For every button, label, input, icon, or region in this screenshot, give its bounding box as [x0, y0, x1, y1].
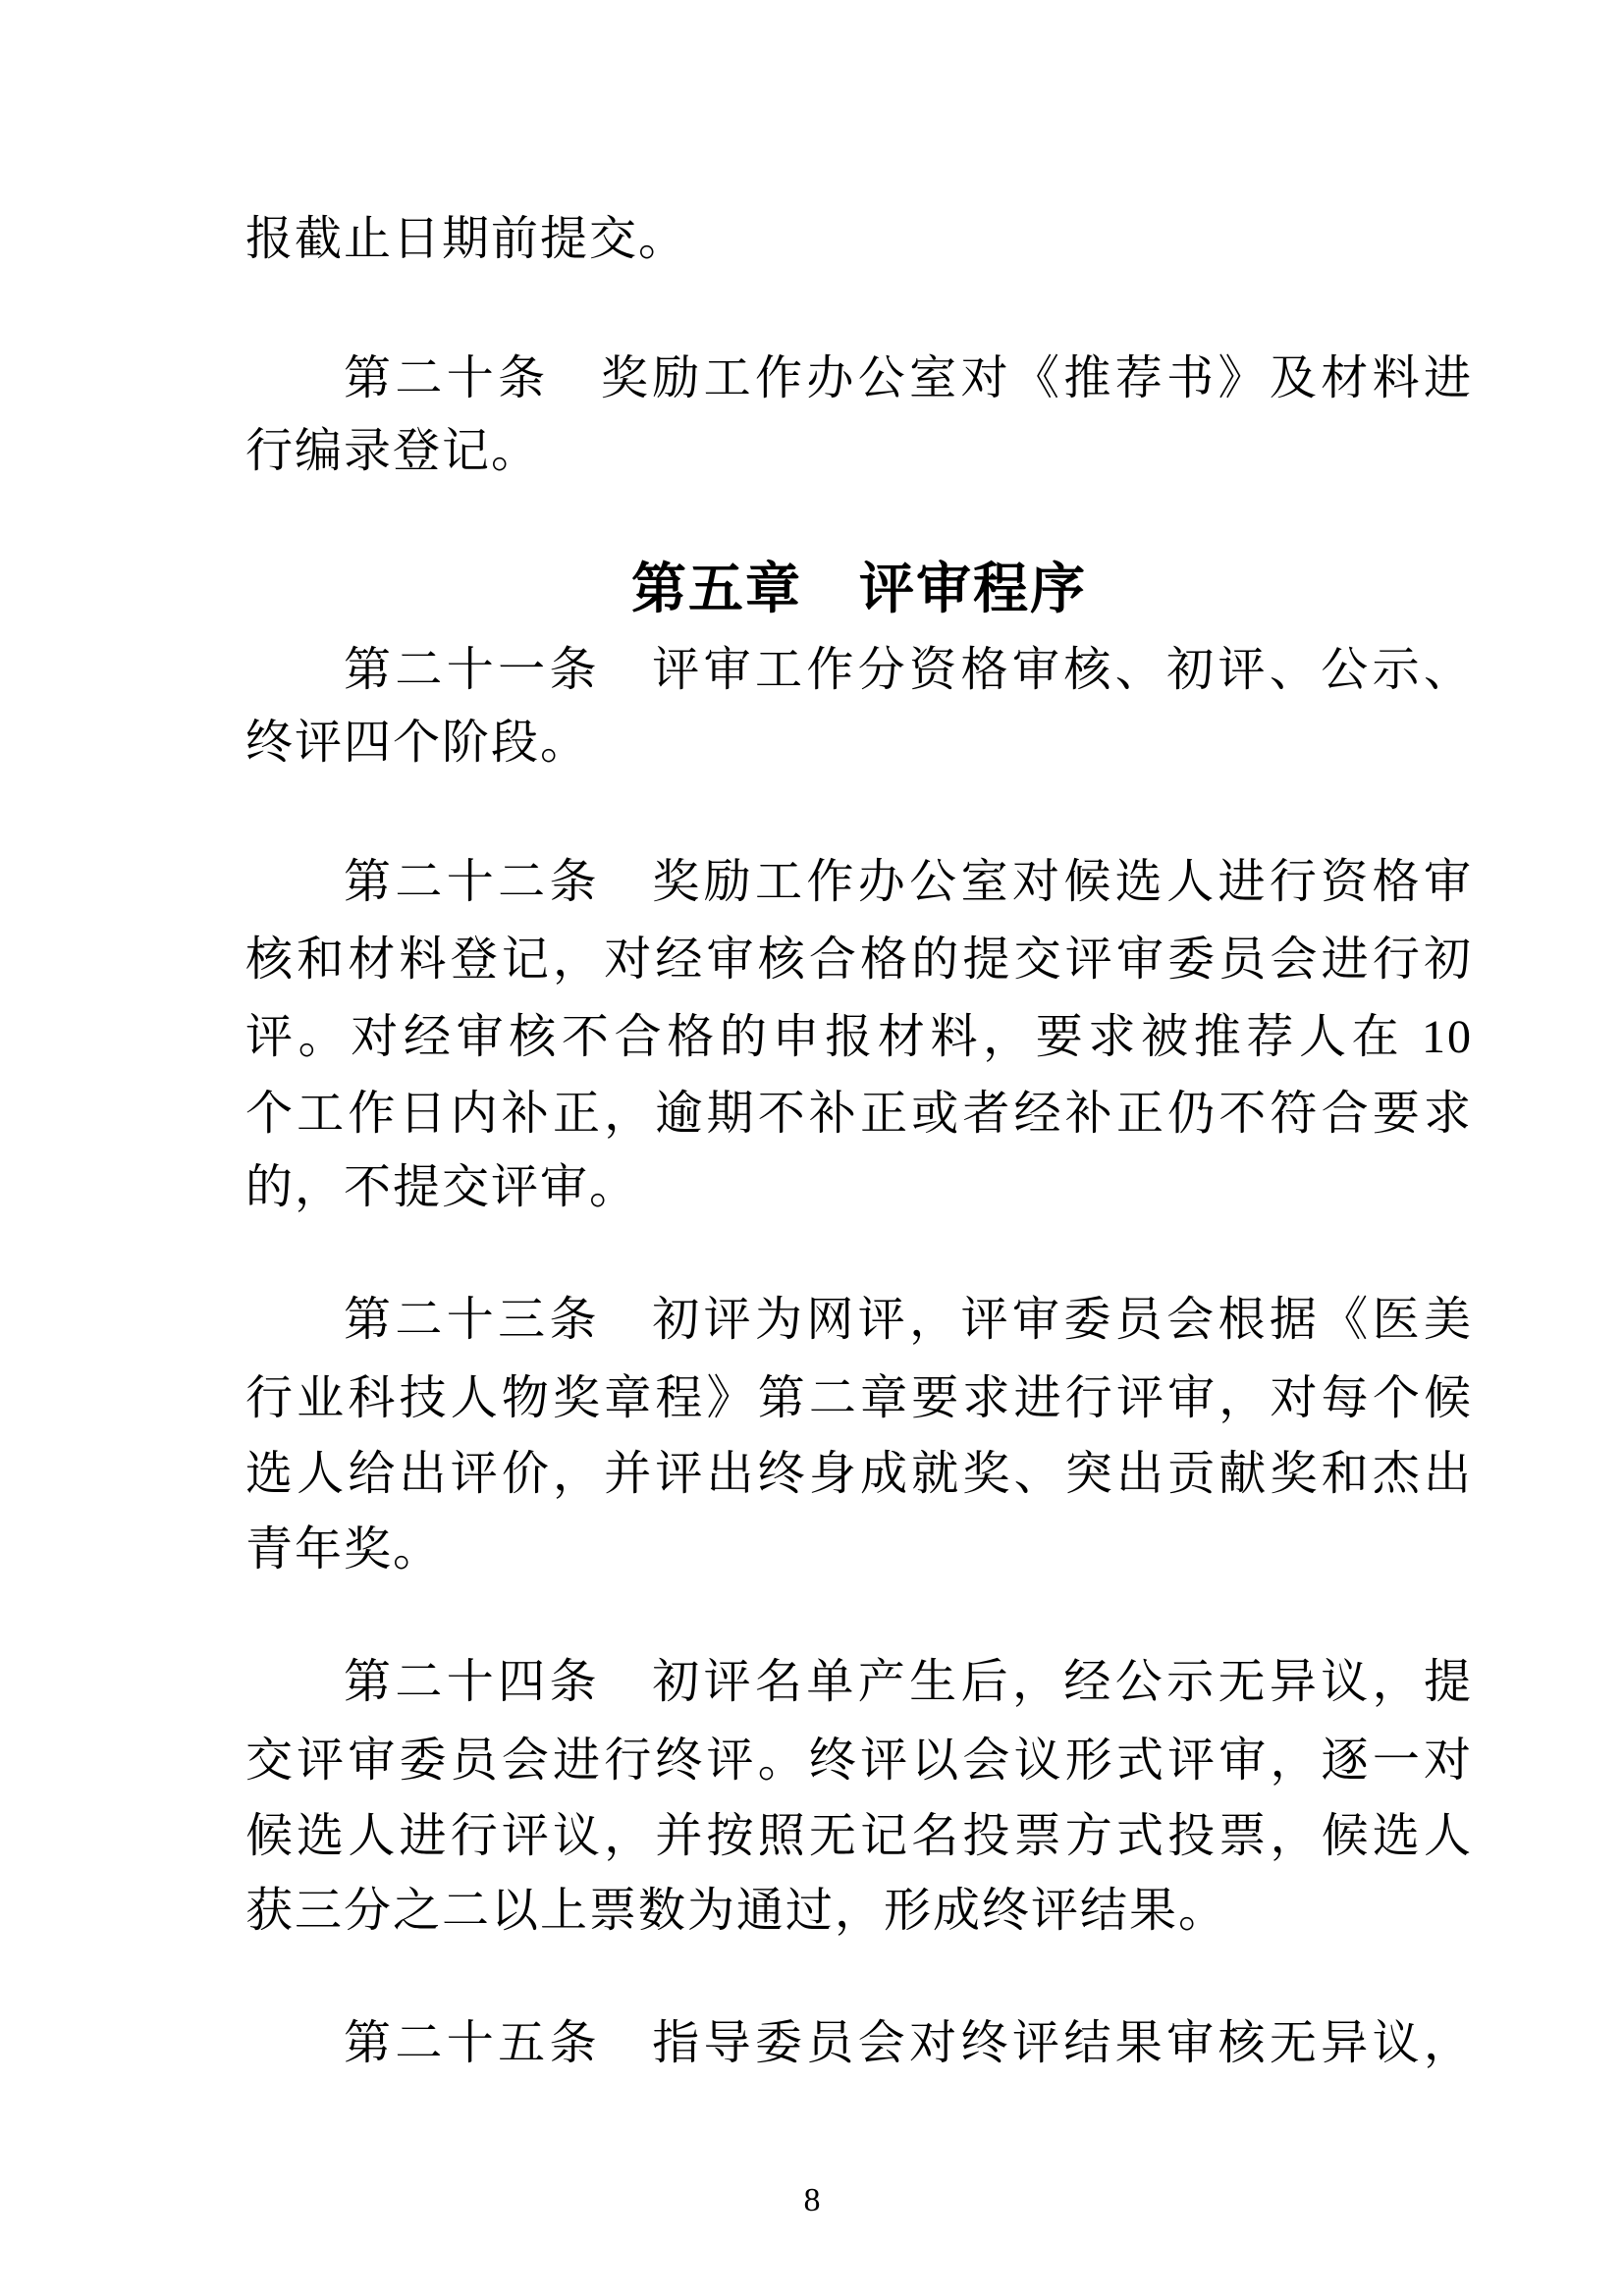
text-line-article22-1: 第二十二条 奖励工作办公室对候选人进行资格审	[344, 856, 1473, 908]
chapter-5-heading: 第五章 评审程序	[631, 560, 1087, 620]
text-line-article24-2: 交评审委员会进行终评。终评以会议形式评审，逐一对	[245, 1735, 1473, 1787]
text-line-article21-1: 第二十一条 评审工作分资格审核、初评、公示、	[344, 644, 1473, 696]
text-line-article22-2: 核和材料登记，对经审核合格的提交评审委员会进行初	[245, 934, 1473, 986]
text-line-prev-paragraph-end: 报截止日期前提交。	[245, 213, 688, 265]
text-line-article24-1: 第二十四条 初评名单产生后，经公示无异议，提	[344, 1656, 1473, 1708]
text-line-article23-4: 青年奖。	[245, 1523, 443, 1575]
text-line-article24-4: 获三分之二以上票数为通过，形成终评结果。	[245, 1885, 1228, 1937]
text-line-article23-2: 行业科技人物奖章程》第二章要求进行评审，对每个候	[245, 1372, 1473, 1424]
text-line-article22-4: 个工作日内补正，逾期不补正或者经补正仍不符合要求	[245, 1088, 1473, 1140]
text-line-article22-5: 的，不提交评审。	[245, 1161, 639, 1213]
text-line-article24-3: 候选人进行评议，并按照无记名投票方式投票，候选人	[245, 1810, 1473, 1862]
text-line-article21-2: 终评四个阶段。	[245, 717, 590, 769]
text-line-article23-3: 选人给出评价，并评出终身成就奖、突出贡献奖和杰出	[245, 1448, 1473, 1500]
page-number: 8	[803, 2182, 821, 2218]
text-line-article23-1: 第二十三条 初评为网评，评审委员会根据《医美	[344, 1294, 1473, 1346]
text-line-article25-1: 第二十五条 指导委员会对终评结果审核无异议，	[344, 2017, 1473, 2069]
text-line-article20-1: 第二十条 奖励工作办公室对《推荐书》及材料进	[344, 352, 1473, 404]
text-line-article22-3: 评。对经审核不合格的申报材料，要求被推荐人在 10	[245, 1011, 1473, 1063]
text-line-article20-2: 行编录登记。	[245, 425, 541, 477]
